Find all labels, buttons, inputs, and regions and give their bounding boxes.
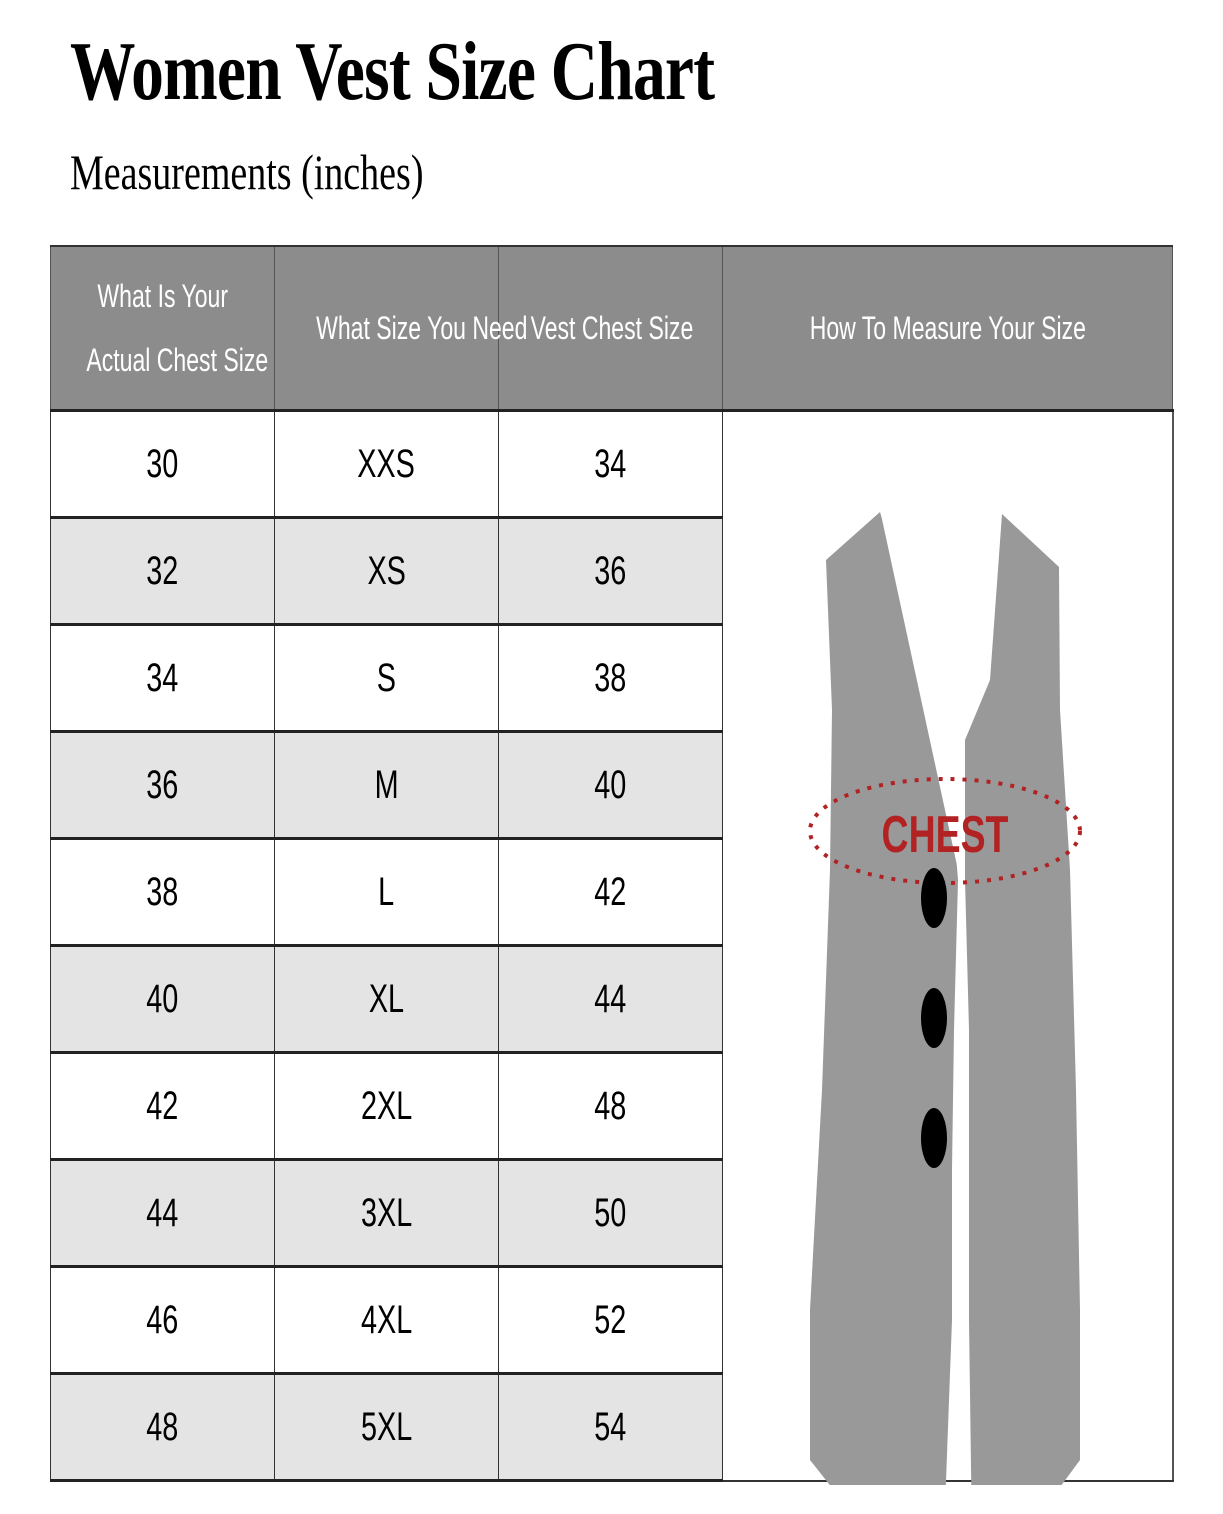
vest-chest-cell [499, 1160, 723, 1267]
chest-label: CHEST [881, 804, 1009, 864]
size-value: XXS [357, 441, 416, 486]
vest-chest-cell [499, 1374, 723, 1481]
size-value: 2XL [360, 1083, 413, 1128]
actual-chest-value: 34 [146, 655, 179, 700]
size-cell [275, 1053, 499, 1160]
actual-chest-cell [51, 518, 275, 625]
size-cell [275, 625, 499, 732]
page-subtitle: Measurements (inches) [70, 144, 424, 200]
actual-chest-cell [51, 625, 275, 732]
size-value: XL [368, 976, 405, 1021]
header-row [51, 246, 1173, 411]
actual-chest-cell [51, 946, 275, 1053]
header-how-to-measure [723, 246, 1173, 411]
vest-chest-value: 36 [594, 548, 627, 593]
header-actual-chest-line2: Actual Chest Size [86, 342, 269, 378]
size-cell [275, 839, 499, 946]
vest-chest-cell [499, 1053, 723, 1160]
size-chart-table [50, 245, 1172, 1485]
vest-button [921, 868, 947, 928]
header-vest-chest-label: Vest Chest Size [530, 310, 694, 346]
vest-chest-cell [499, 946, 723, 1053]
vest-chest-cell [499, 1267, 723, 1374]
vest-right-panel [965, 514, 1080, 1485]
vest-chest-value: 50 [594, 1190, 627, 1235]
size-value: M [374, 762, 399, 807]
header-actual-chest [51, 246, 275, 411]
vest-chest-value: 54 [594, 1404, 627, 1449]
header-size-needed [275, 246, 528, 411]
actual-chest-value: 40 [146, 976, 179, 1021]
vest-chest-value: 34 [594, 441, 627, 486]
vest-chest-cell [499, 518, 723, 625]
vest-button [921, 1108, 947, 1168]
vest-chest-value: 40 [594, 762, 627, 807]
size-value: S [376, 655, 397, 700]
size-cell [275, 1374, 499, 1481]
vest-chest-value: 44 [594, 976, 627, 1021]
actual-chest-cell [51, 1267, 275, 1374]
size-cell [275, 1160, 499, 1267]
actual-chest-value: 46 [146, 1297, 179, 1342]
size-value: XS [367, 548, 406, 593]
size-value: 4XL [360, 1297, 413, 1342]
size-cell [275, 1267, 499, 1374]
actual-chest-value: 42 [146, 1083, 179, 1128]
vest-chest-cell [499, 732, 723, 839]
size-cell [275, 411, 499, 518]
actual-chest-cell [51, 839, 275, 946]
vest-button [921, 988, 947, 1048]
size-value: 5XL [360, 1404, 413, 1449]
actual-chest-cell [51, 1053, 275, 1160]
page-title: Women Vest Size Chart [70, 25, 715, 118]
actual-chest-value: 48 [146, 1404, 179, 1449]
vest-chest-cell [499, 411, 723, 518]
header-vest-chest [499, 246, 723, 411]
actual-chest-value: 36 [146, 762, 179, 807]
actual-chest-value: 44 [146, 1190, 179, 1235]
header-how-to-measure-label: How To Measure Your Size [809, 310, 1086, 346]
actual-chest-cell [51, 1160, 275, 1267]
header-actual-chest-line1: What Is Your [97, 278, 228, 314]
vest-drawing [722, 410, 1172, 1485]
actual-chest-cell [51, 1374, 275, 1481]
actual-chest-value: 38 [146, 869, 179, 914]
size-cell [275, 518, 499, 625]
actual-chest-cell [51, 411, 275, 518]
vest-chest-cell [499, 839, 723, 946]
size-cell [275, 946, 499, 1053]
vest-chest-value: 52 [594, 1297, 627, 1342]
vest-chest-value: 38 [594, 655, 627, 700]
vest-chest-cell [499, 625, 723, 732]
header-size-needed-label: What Size You Need [316, 310, 528, 346]
size-value: 3XL [360, 1190, 413, 1235]
vest-chest-value: 48 [594, 1083, 627, 1128]
actual-chest-value: 32 [146, 548, 179, 593]
size-value: L [378, 869, 395, 914]
vest-chest-value: 42 [594, 869, 627, 914]
size-cell [275, 732, 499, 839]
actual-chest-value: 30 [146, 441, 179, 486]
vest-illustration [722, 410, 1172, 1485]
actual-chest-cell [51, 732, 275, 839]
